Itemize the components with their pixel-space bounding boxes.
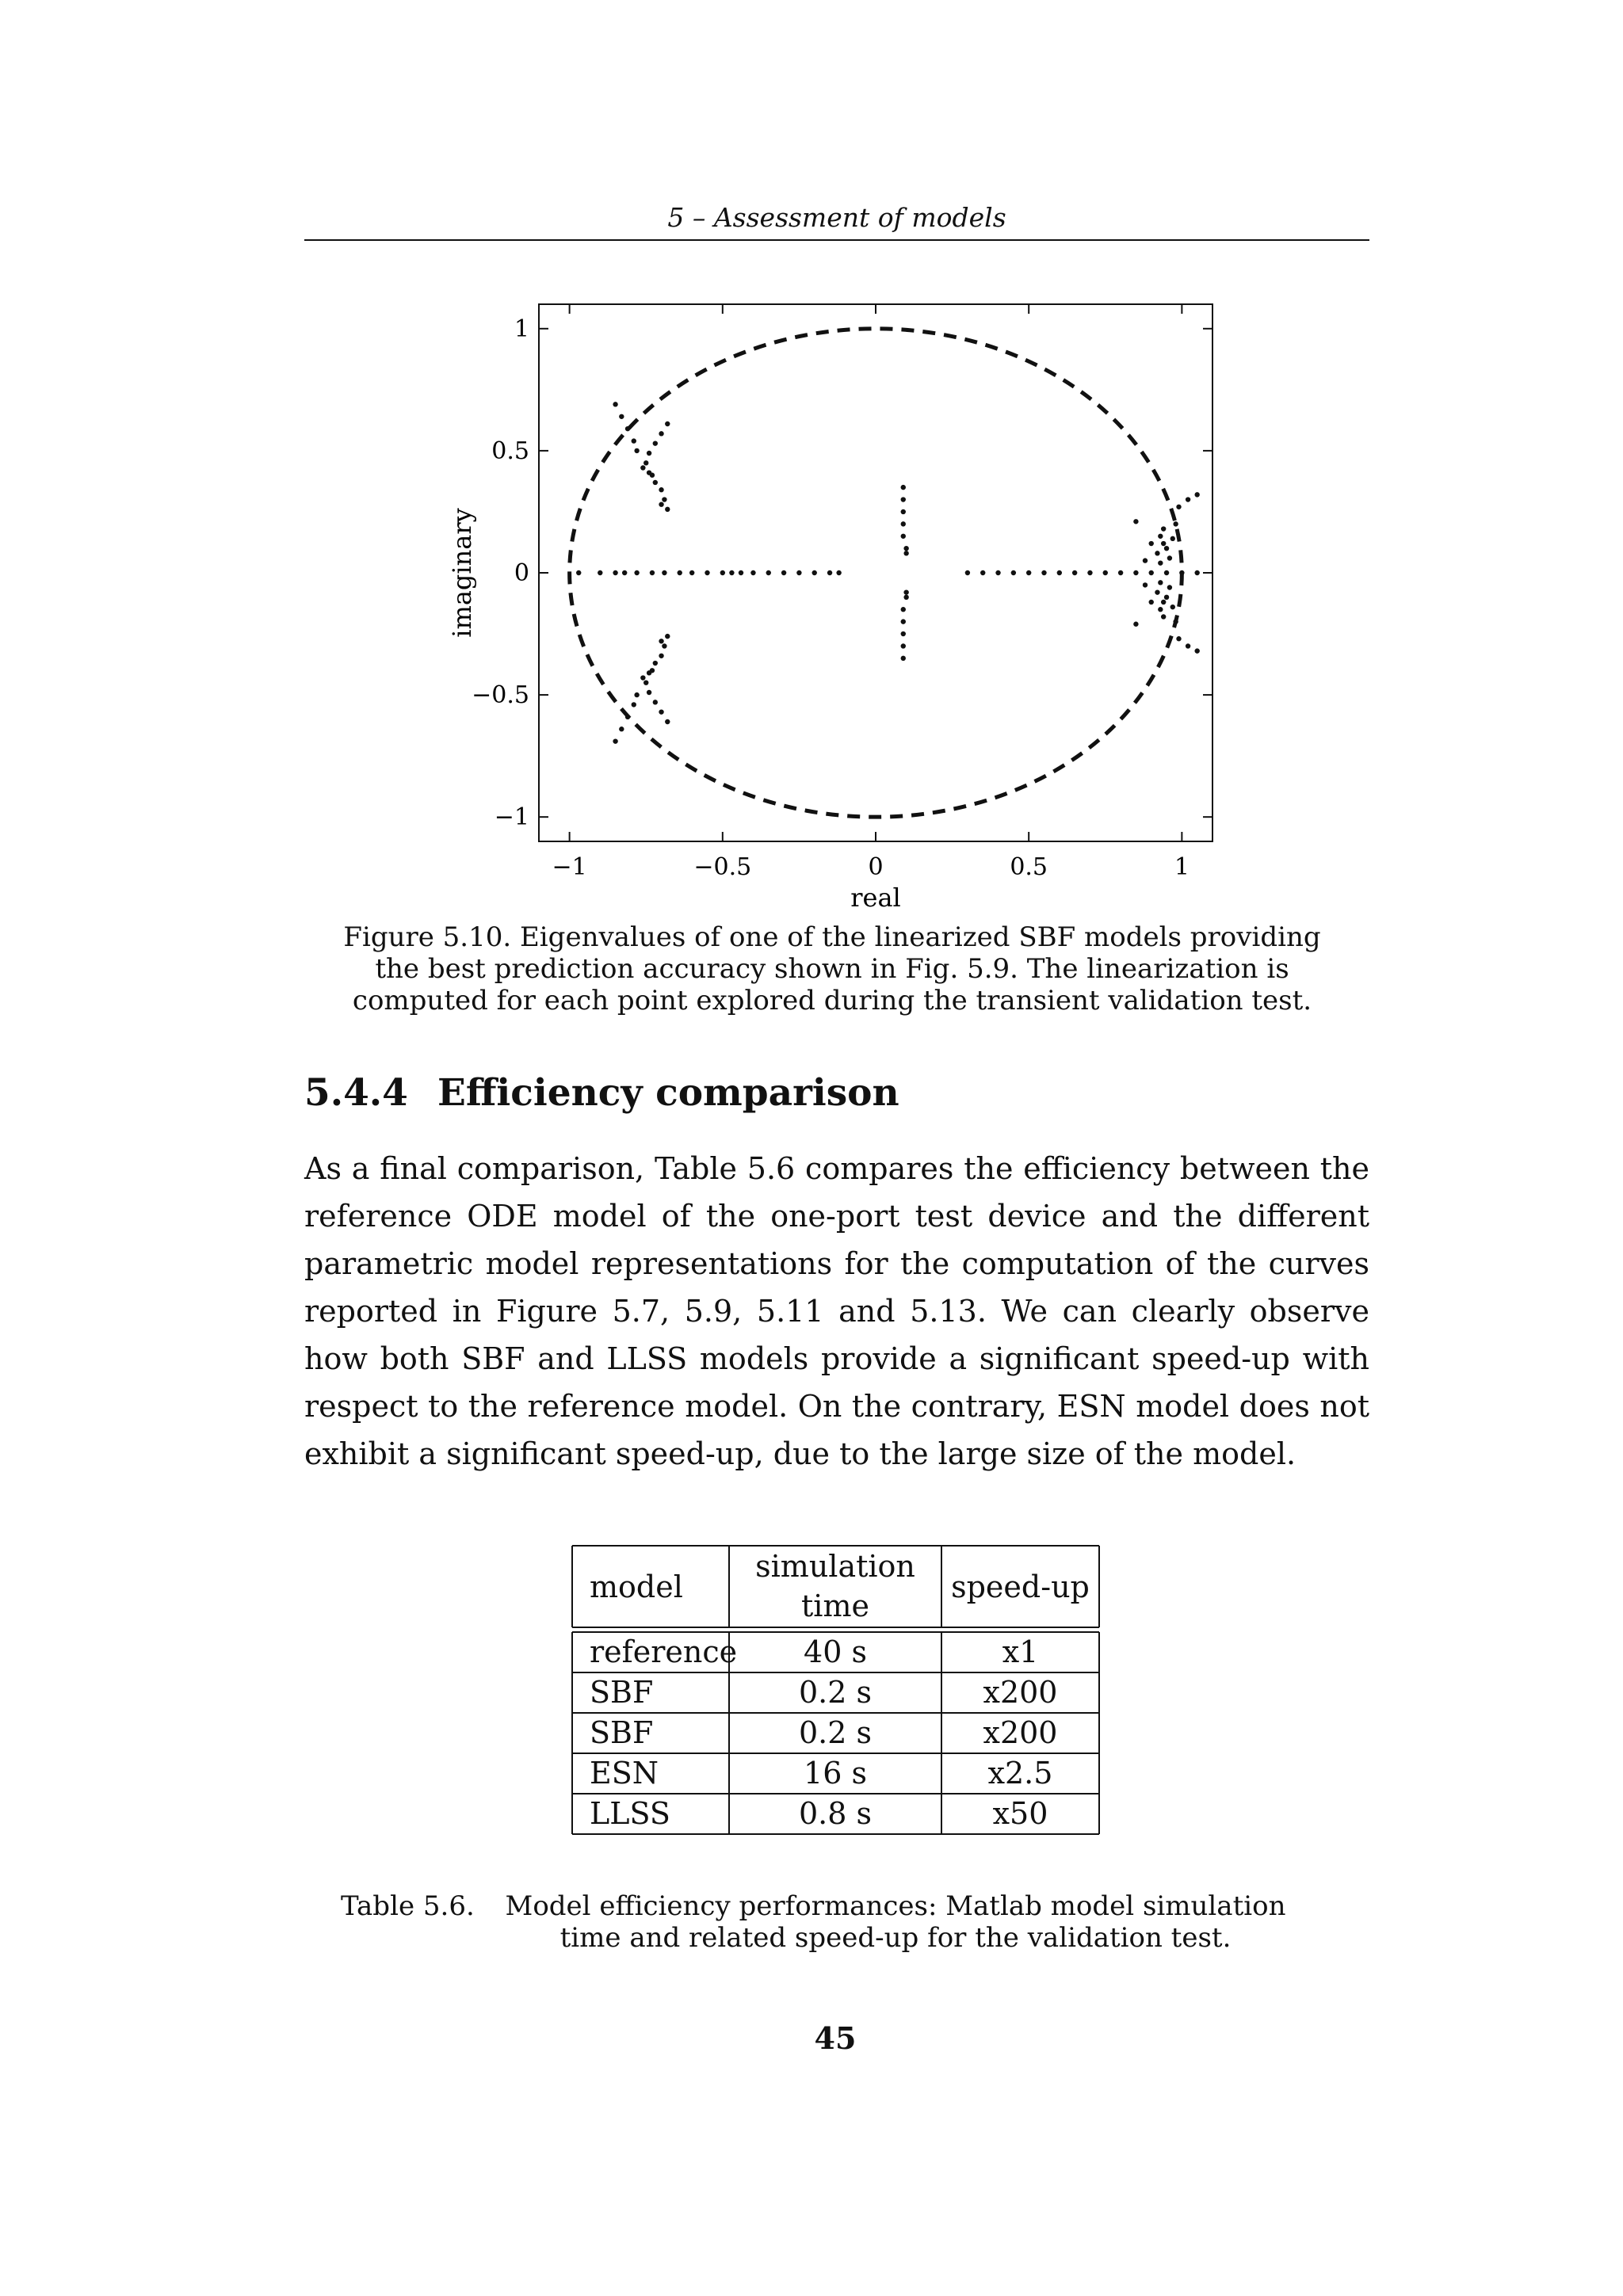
eigenvalue-point — [665, 634, 670, 639]
eigenvalue-point — [812, 570, 817, 575]
eigenvalue-point — [1143, 558, 1148, 563]
table-header-speed-up: speed-up — [951, 1569, 1090, 1604]
eigenvalue-point — [634, 692, 639, 697]
eigenvalue-point — [827, 570, 832, 575]
x-tick-label: −0.5 — [693, 853, 752, 881]
table-caption-label: Table 5.6. — [341, 1890, 475, 1922]
eigenvalue-point — [1161, 541, 1166, 546]
table-cell-speedup: x200 — [983, 1675, 1058, 1710]
table-header-simulation-time: simulation time — [755, 1549, 915, 1623]
table-cell-time: 16 s — [804, 1756, 867, 1791]
eigenvalue-point — [903, 551, 908, 555]
eigenvalue-point — [643, 460, 648, 465]
eigenvalue-point — [625, 715, 630, 719]
eigenvalue-point — [653, 441, 658, 445]
eigenvalue-point — [1103, 570, 1108, 575]
eigenvalue-point — [622, 570, 627, 575]
eigenvalue-point — [995, 570, 1000, 575]
table-caption-text: Model efficiency performances: Matlab model simulation time and related speed-up for the validation test. — [505, 1890, 1286, 1954]
eigenvalue-point — [659, 487, 663, 492]
table-cell-time: 0.8 s — [798, 1796, 872, 1831]
eigenvalue-point — [613, 738, 617, 743]
eigenvalue-plot — [0, 0, 1623, 919]
eigenvalue-point — [1143, 582, 1148, 587]
x-axis-label: real — [850, 883, 901, 913]
eigenvalue-point — [1057, 570, 1062, 575]
eigenvalue-point — [576, 570, 581, 575]
eigenvalue-point — [1164, 570, 1169, 575]
eigenvalue-point — [781, 570, 786, 575]
table-cell-speedup: x2.5 — [987, 1756, 1053, 1791]
eigenvalue-point — [1133, 570, 1138, 575]
eigenvalue-point — [643, 680, 648, 685]
eigenvalue-point — [901, 643, 906, 648]
table-caption — [341, 1890, 1323, 1954]
eigenvalue-point — [634, 448, 639, 453]
eigenvalue-point — [720, 570, 725, 575]
eigenvalue-point — [901, 619, 906, 624]
eigenvalue-point — [1118, 570, 1123, 575]
eigenvalue-point — [903, 546, 908, 551]
eigenvalue-point — [689, 570, 694, 575]
eigenvalue-point — [705, 570, 709, 575]
eigenvalue-point — [1164, 546, 1169, 551]
eigenvalue-point — [1026, 570, 1031, 575]
eigenvalue-point — [901, 534, 906, 539]
y-tick-label: 0 — [514, 559, 529, 587]
table-cell-speedup: x1 — [1002, 1634, 1039, 1669]
eigenvalue-point — [1155, 551, 1159, 555]
eigenvalue-point — [650, 473, 655, 478]
eigenvalue-point — [647, 690, 651, 695]
y-tick-label: 0.5 — [491, 437, 529, 465]
plot-frame — [539, 304, 1212, 841]
eigenvalue-point — [980, 570, 985, 575]
table-cell-model: SBF — [590, 1675, 654, 1710]
eigenvalue-point — [1186, 643, 1190, 648]
eigenvalue-point — [750, 570, 755, 575]
eigenvalue-point — [729, 570, 734, 575]
section-number: 5.4.4 — [304, 1071, 408, 1115]
eigenvalue-point — [640, 675, 645, 680]
eigenvalue-point — [598, 570, 602, 575]
eigenvalue-point — [1173, 521, 1178, 526]
x-tick-label: −1 — [552, 853, 587, 881]
eigenvalue-point — [1164, 595, 1169, 600]
eigenvalue-point — [1072, 570, 1077, 575]
y-axis-label: imaginary — [447, 508, 477, 638]
y-tick-label: −1 — [494, 803, 529, 832]
eigenvalue-point — [1155, 589, 1159, 594]
eigenvalue-point — [613, 570, 617, 575]
eigenvalue-point — [659, 654, 663, 658]
eigenvalue-point — [678, 570, 682, 575]
section-title: Efficiency comparison — [437, 1071, 899, 1115]
eigenvalue-point — [659, 639, 663, 643]
eigenvalue-point — [659, 709, 663, 714]
eigenvalue-point — [836, 570, 841, 575]
eigenvalue-point — [1133, 519, 1138, 524]
eigenvalue-point — [903, 595, 908, 600]
x-tick-label: 0.5 — [1010, 853, 1048, 881]
eigenvalue-point — [1194, 570, 1199, 575]
table-header-model: model — [590, 1569, 683, 1604]
table-cell-model: SBF — [590, 1715, 654, 1750]
eigenvalue-point — [1194, 648, 1199, 653]
eigenvalue-point — [965, 570, 970, 575]
eigenvalue-point — [901, 607, 906, 612]
eigenvalue-point — [632, 702, 636, 707]
eigenvalue-point — [662, 570, 666, 575]
eigenvalue-point — [1194, 492, 1199, 497]
eigenvalue-point — [619, 727, 624, 731]
eigenvalue-point — [1041, 570, 1046, 575]
eigenvalue-point — [739, 570, 743, 575]
eigenvalue-point — [1133, 622, 1138, 627]
table-cell-time: 40 s — [804, 1634, 867, 1669]
eigenvalue-point — [1161, 600, 1166, 605]
eigenvalue-point — [1149, 570, 1154, 575]
eigenvalue-point — [659, 431, 663, 436]
eigenvalue-point — [1173, 619, 1178, 624]
eigenvalue-point — [901, 509, 906, 514]
figure-caption: Figure 5.10. Eigenvalues of one of the linearized SBF models providing the best prediction accuracy shown in Fig. 5.9. The linearization is computed for each point explored during the transient validation test. — [343, 921, 1321, 1016]
eigenvalue-point — [901, 485, 906, 490]
eigenvalue-point — [625, 426, 630, 431]
eigenvalue-point — [647, 451, 651, 456]
eigenvalue-point — [796, 570, 801, 575]
eigenvalue-point — [634, 570, 639, 575]
eigenvalue-point — [640, 465, 645, 470]
eigenvalue-point — [632, 438, 636, 443]
eigenvalue-point — [1161, 526, 1166, 531]
table-cell-time: 0.2 s — [798, 1715, 872, 1750]
eigenvalue-point — [1149, 600, 1154, 605]
eigenvalue-point — [1170, 605, 1175, 609]
eigenvalue-point — [619, 414, 624, 419]
table-cell-model: reference — [590, 1634, 738, 1669]
y-tick-label: −0.5 — [472, 681, 529, 710]
eigenvalue-point — [613, 402, 617, 406]
eigenvalue-point — [1186, 497, 1190, 502]
table-cell-speedup: x50 — [992, 1796, 1048, 1831]
eigenvalue-point — [650, 668, 655, 673]
eigenvalue-point — [1011, 570, 1016, 575]
eigenvalue-point — [662, 643, 666, 648]
table-cell-time: 0.2 s — [798, 1675, 872, 1710]
eigenvalue-point — [1179, 570, 1184, 575]
eigenvalue-point — [1158, 560, 1163, 565]
running-head: 5 – Assessment of models — [667, 202, 1006, 233]
x-tick-label: 1 — [1174, 853, 1190, 881]
eigenvalue-point — [1161, 614, 1166, 619]
eigenvalue-point — [1170, 536, 1175, 541]
section-heading — [304, 1070, 899, 1117]
eigenvalue-point — [650, 570, 655, 575]
eigenvalue-point — [1149, 541, 1154, 546]
eigenvalue-point — [1167, 555, 1172, 560]
eigenvalue-point — [659, 502, 663, 507]
eigenvalue-point — [662, 497, 666, 502]
eigenvalue-point — [653, 661, 658, 666]
eigenvalue-point — [665, 719, 670, 724]
eigenvalue-point — [901, 631, 906, 636]
x-tick-label: 0 — [868, 853, 884, 881]
table-cell-model: LLSS — [590, 1796, 670, 1831]
table-cell-model: ESN — [590, 1756, 659, 1791]
eigenvalue-point — [653, 480, 658, 485]
eigenvalue-point — [903, 589, 908, 594]
eigenvalue-point — [766, 570, 771, 575]
eigenvalue-point — [1158, 534, 1163, 539]
eigenvalue-point — [1176, 505, 1181, 509]
page-number: 45 — [814, 2020, 857, 2056]
eigenvalue-point — [665, 421, 670, 426]
eigenvalue-point — [1158, 580, 1163, 585]
eigenvalue-point — [653, 700, 658, 704]
eigenvalue-point — [901, 497, 906, 502]
eigenvalue-point — [901, 521, 906, 526]
eigenvalue-point — [901, 656, 906, 661]
eigenvalue-point — [1087, 570, 1092, 575]
eigenvalue-point — [1167, 585, 1172, 589]
eigenvalue-point — [1176, 636, 1181, 641]
eigenvalue-point — [1158, 607, 1163, 612]
table-cell-speedup: x200 — [983, 1715, 1058, 1750]
body-paragraph: As a final comparison, Table 5.6 compares the efficiency between the reference ODE model of the one-port test device and the different parametric model representations for the computation of the curves reported in Figure 5.7, 5.9, 5.11 and 5.13. We can clearly observe how both SBF and LLSS models provide a significant speed-up with respect to the reference model. On the contrary, ESN model does not exhibit a significant speed-up, due to the large size of the model. — [304, 1151, 1369, 1471]
eigenvalue-point — [665, 507, 670, 512]
y-tick-label: 1 — [514, 315, 529, 343]
